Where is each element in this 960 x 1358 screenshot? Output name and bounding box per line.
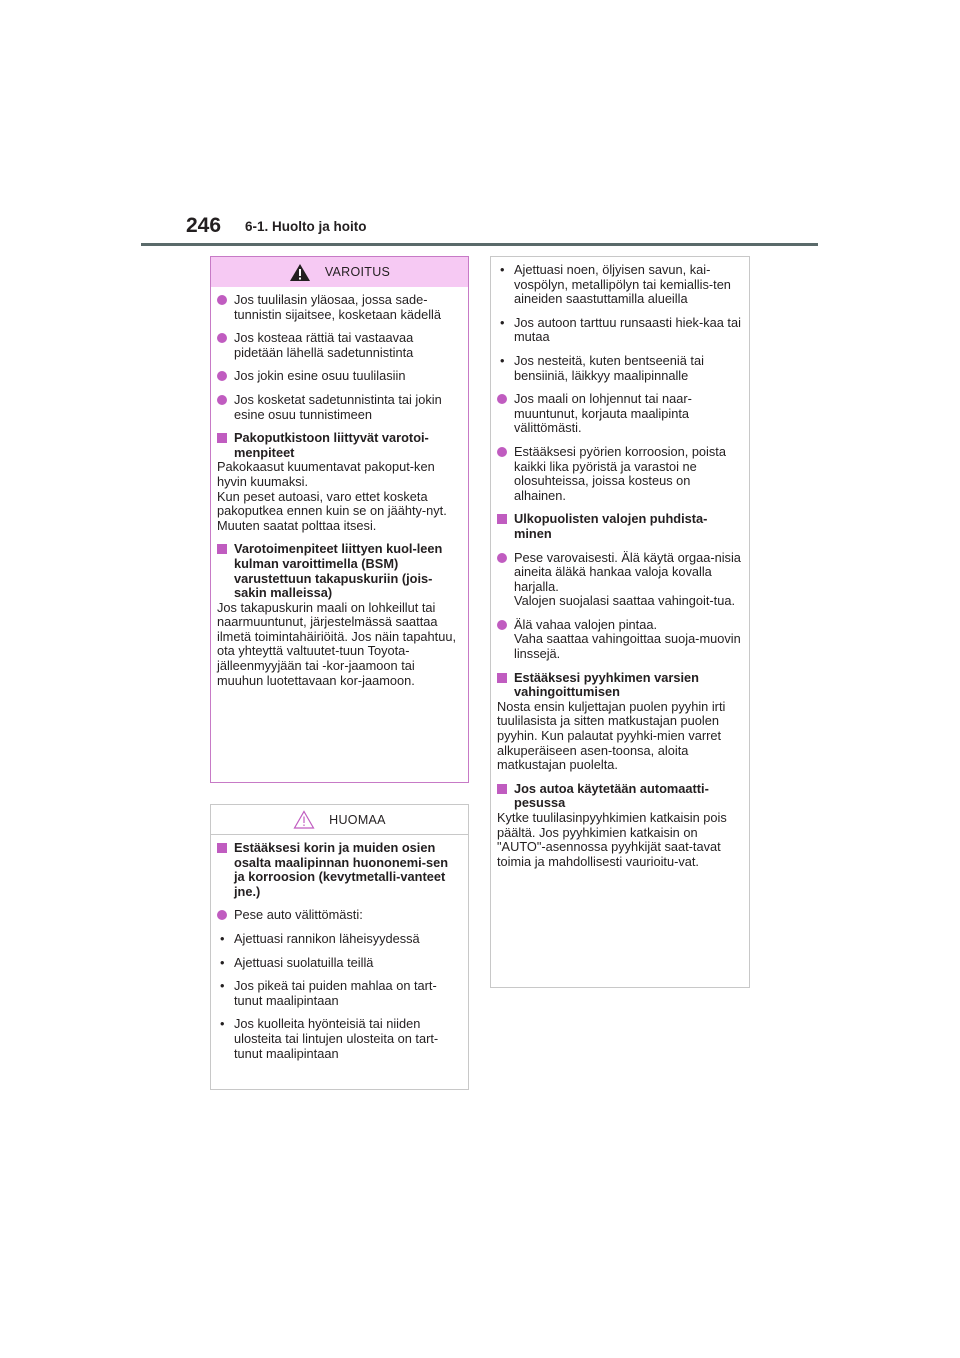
bullet-square-icon [217, 843, 227, 853]
header-rule [141, 243, 818, 246]
warning-box [210, 256, 469, 783]
list-item: • Jos kuolleita hyönteisiä tai niiden ulosteita tai lintujen ulosteita on tart-tunut maalipintaan [220, 1016, 439, 1061]
list-item: Estääksesi pyörien korroosion, poista kaikki lika pyöristä ja varastoi ne olosuhteissa, joissa kosteus on alhainen. [497, 445, 743, 503]
bullet-dot-icon [217, 333, 227, 343]
notice-continued-box [490, 256, 750, 988]
list-item: • Jos autoon tarttuu runsaasti hiek-kaa tai mutaa [500, 314, 741, 345]
list-item: • Ajettuasi suolatuilla teillä [220, 954, 374, 970]
section-heading: Varotoimenpiteet liittyen kuol-leen kulman varoittimella (BSM) varustettuun takapuskuriin (jois-sakin malleissa) [217, 542, 462, 600]
paragraph: Jos takapuskurin maali on lohkeillut tai naarmuuntunut, järjestelmässä saattaa ilmetä toimintahäiriöitä. Jos näin tapahtuu, ota yhteyttä valtuutet-tuun Toyota-jälleenmyyjään tai -kor-jaamoon tai muuhun luotettavaan kor-jaamoon. [217, 599, 457, 688]
bullet-dot-icon [217, 295, 227, 305]
warning-title: VAROITUS [324, 265, 391, 279]
section-heading: Estääksesi korin ja muiden osien osalta maalipinnan huononemi-sen ja korroosion (kevytmetalli-vanteet jne.) [217, 841, 462, 899]
bullet-square-icon [217, 433, 227, 443]
list-item: Jos tuulilasin yläosaa, jossa sade-tunnistin sijaitsee, kosketaan kädellä [217, 293, 462, 322]
bullet-dot-icon [497, 394, 507, 404]
list-item: Pese varovaisesti. Älä käytä orgaa-nisia aineita äläkä hankaa valoja kovalla harjalla. Valojen suojalasi saattaa vahingoit-tua. [497, 551, 743, 609]
list-item: • Ajettuasi noen, öljyisen savun, kai-vospölyn, metallipölyn tai kemiallis-ten aineiden saastuttamilla alueilla [500, 262, 731, 307]
notice-box [210, 804, 469, 1090]
list-item: • Ajettuasi rannikon läheisyydessä [220, 930, 420, 946]
bullet-dot-icon [217, 371, 227, 381]
paragraph: Nosta ensin kuljettajan puolen pyyhin irti tuulilasista ja sitten matkustajan puolen pyyhin. Kun palautat pyyhki-mien varret alkuperäiseen asen-toonsa, aloita matkustajan puolelta. [497, 698, 726, 773]
notice-header [211, 805, 468, 835]
list-item: • Jos pikeä tai puiden mahlaa on tart-tunut maalipintaan [220, 978, 437, 1008]
list-item: Pese auto välittömästi: [217, 908, 462, 923]
bullet-dot-icon [217, 395, 227, 405]
section-title: 6-1. Huolto ja hoito [245, 219, 367, 234]
list-item: Jos jokin esine osuu tuulilasiin [217, 369, 462, 384]
section-heading: Ulkopuolisten valojen puhdista-minen [497, 512, 743, 541]
section-heading: Jos autoa käytetään automaatti-pesussa [497, 782, 743, 811]
bullet-square-icon [217, 544, 227, 554]
paragraph: Kytke tuulilasinpyyhkimien katkaisin pois päältä. Jos pyyhkimien katkaisin on "AUTO"-asennossa pyyhkijät saat-tavat toimia ja mahdollisesti vaurioitu-vat. [497, 810, 727, 869]
notice-title: HUOMAA [329, 812, 386, 827]
list-item: Jos maali on lohjennut tai naar-muuntunut, korjauta maalipinta välittömästi. [497, 392, 743, 436]
warning-header [211, 257, 468, 287]
section-heading: Pakoputkistoon liittyvät varotoi-menpiteet [217, 431, 462, 460]
bullet-dot-icon [497, 553, 507, 563]
list-item: Jos kosketat sadetunnistinta tai jokin esine osuu tunnistimeen [217, 393, 462, 422]
bullet-square-icon [497, 514, 507, 524]
list-item: • Jos nesteitä, kuten bentseeniä tai bensiiniä, läikkyy maalipinnalle [500, 352, 704, 383]
bullet-square-icon [497, 673, 507, 683]
bullet-square-icon [497, 784, 507, 794]
bullet-dot-icon [497, 620, 507, 630]
warning-triangle-icon [289, 263, 311, 282]
section-heading: Estääksesi pyyhkimen varsien vahingoittumisen [497, 671, 743, 700]
paragraph: Pakokaasut kuumentavat pakoput-ken hyvin kuumaksi. Kun peset autoasi, varo ettet kosketa pakoputkea ennen kuin se on jäähty-nyt. Muuten saatat polttaa itsesi. [217, 459, 447, 533]
list-item: Älä vahaa valojen pintaa. Vaha saattaa vahingoittaa suoja-muovin linssejä. [497, 618, 743, 662]
bullet-dot-icon [217, 910, 227, 920]
caution-triangle-icon [293, 810, 315, 829]
bullet-dot-icon [497, 447, 507, 457]
list-item: Jos kosteaa rättiä tai vastaavaa pidetään lähellä sadetunnistinta [217, 331, 462, 360]
page-number: 246 [186, 214, 222, 237]
